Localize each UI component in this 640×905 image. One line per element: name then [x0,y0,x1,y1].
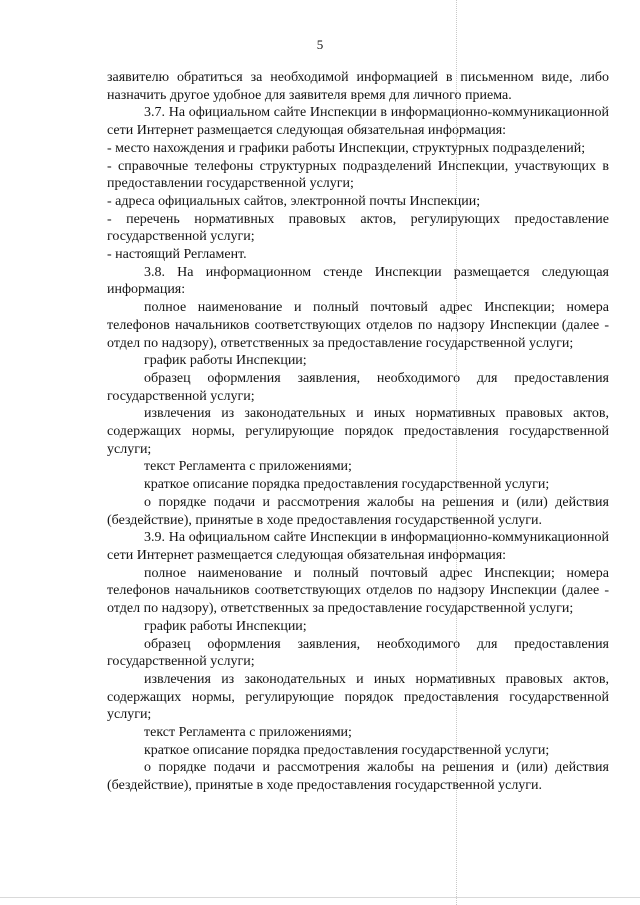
paragraph: - перечень нормативных правовых актов, регулирующих предоставление государственной услуги; [107,211,609,245]
paragraph: 3.8. На информационном стенде Инспекции размещается следующая информация: [107,264,609,298]
paragraph: о порядке подачи и рассмотрения жалобы на решения и (или) действия (бездействие), принятые в ходе предоставления государственной услуги. [107,760,609,794]
paragraph: образец оформления заявления, необходимого для предоставления государственной услуги; [107,636,609,670]
paragraph: о порядке подачи и рассмотрения жалобы на решения и (или) действия (бездействие), принятые в ходе предоставления государственной услуги. [107,494,609,528]
paragraph: краткое описание порядка предоставления государственной услуги; [144,742,550,758]
paragraph: - адреса официальных сайтов, электронной почты Инспекции; [107,193,481,209]
paragraph: - место нахождения и графики работы Инспекции, структурных подразделений; [107,140,586,156]
paragraph: полное наименование и полный почтовый адрес Инспекции; номера телефонов начальников соответствующих отделов по надзору Инспекции (далее - отдел по надзору), ответственных за предоставление государственной услуги; [107,300,609,351]
paragraph: образец оформления заявления, необходимого для предоставления государственной услуги; [107,370,609,404]
paragraph: - настоящий Регламент. [107,247,247,263]
paragraph: полное наименование и полный почтовый адрес Инспекции; номера телефонов начальников соответствующих отделов по надзору Инспекции (далее - отдел по надзору), ответственных за предоставление государственной услуги; [107,565,609,617]
paragraph: текст Регламента с приложениями; [144,459,352,475]
paragraph: график работы Инспекции; [144,353,307,369]
paragraph: текст Регламента с приложениями; [144,725,352,741]
page-bottom-edge [0,897,640,898]
paragraph: заявителю обратиться за необходимой информацией в письменном виде, либо назначить другое удобное для заявителя время для личного приема. [107,70,609,103]
page-number: 5 [316,37,324,52]
paragraph: 3.9. На официальном сайте Инспекции в информационно-коммуникационной сети Интернет размещается следующая обязательная информация: [107,530,609,563]
paragraph: краткое описание порядка предоставления государственной услуги; [144,477,550,493]
paragraph: график работы Инспекции; [144,618,307,634]
paragraph: 3.7. На официальном сайте Инспекции в информационно-коммуникационной сети Интернет размещается следующая обязательная информация: [107,105,609,139]
document-body [107,69,609,795]
paragraph: извлечения из законодательных и иных нормативных правовых актов, содержащих нормы, регулирующие порядок предоставления государственной услуги; [107,671,609,723]
paragraph: - справочные телефоны структурных подразделений Инспекции, участвующих в предоставлении государственной услуги; [107,158,609,192]
paragraph: извлечения из законодательных и иных нормативных правовых актов, содержащих нормы, регулирующие порядок предоставления государственной услуги; [107,406,609,457]
